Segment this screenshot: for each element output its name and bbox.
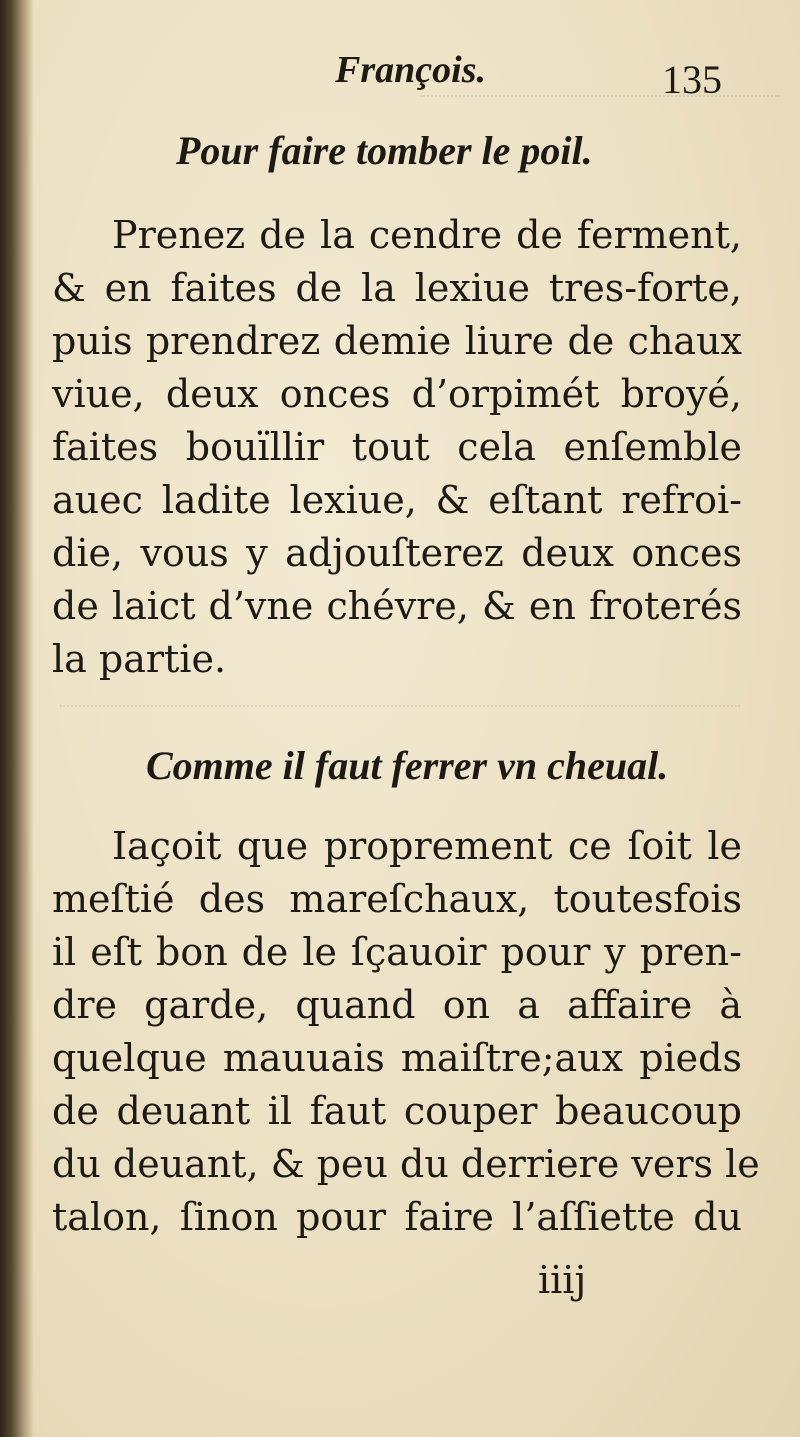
text-line: faites bouïllir tout cela enſemble bbox=[52, 425, 742, 469]
signature-mark: iiij bbox=[538, 1258, 587, 1302]
text-line: quelque mauuais maiſtre;aux pieds bbox=[52, 1036, 742, 1080]
text-line: Prenez de la cendre de ferment, bbox=[112, 213, 742, 257]
page-number: 135 bbox=[662, 57, 722, 102]
text-line: la partie. bbox=[52, 637, 227, 681]
running-head: François. bbox=[335, 49, 486, 91]
text-line: auec ladite lexiue, & eſtant refroi- bbox=[52, 478, 742, 522]
section-heading: Comme il faut ferrer vn cheual. bbox=[146, 743, 669, 788]
text-line: die, vous y adjouſterez deux onces bbox=[52, 531, 742, 575]
text-line: Iaçoit que proprement ce ſoit le bbox=[112, 824, 742, 868]
text-line: de deuant il faut couper beaucoup bbox=[52, 1089, 742, 1133]
section-heading: Pour faire tomber le poil. bbox=[176, 128, 593, 173]
show-through bbox=[420, 95, 780, 117]
text-line: puis prendrez demie liure de chaux bbox=[52, 319, 742, 363]
text-line: meſtié des mareſchaux, toutesfois bbox=[52, 877, 742, 921]
text-line: talon, ſinon pour faire l’aſſiette du bbox=[52, 1195, 742, 1239]
show-through bbox=[60, 705, 740, 727]
text-line: il eſt bon de le ſçauoir pour y pren- bbox=[52, 930, 742, 974]
text-line: de laict d’vne chévre, & en froterés bbox=[52, 584, 742, 628]
binding-edge bbox=[0, 0, 34, 1437]
text-line: viue, deux onces d’orpimét broyé, bbox=[52, 372, 742, 416]
text-line: & en faites de la lexiue tres-forte, bbox=[52, 266, 742, 310]
text-line: du deuant, & peu du derriere vers le bbox=[52, 1142, 760, 1186]
text-line: dre garde, quand on a affaire à bbox=[52, 983, 742, 1027]
